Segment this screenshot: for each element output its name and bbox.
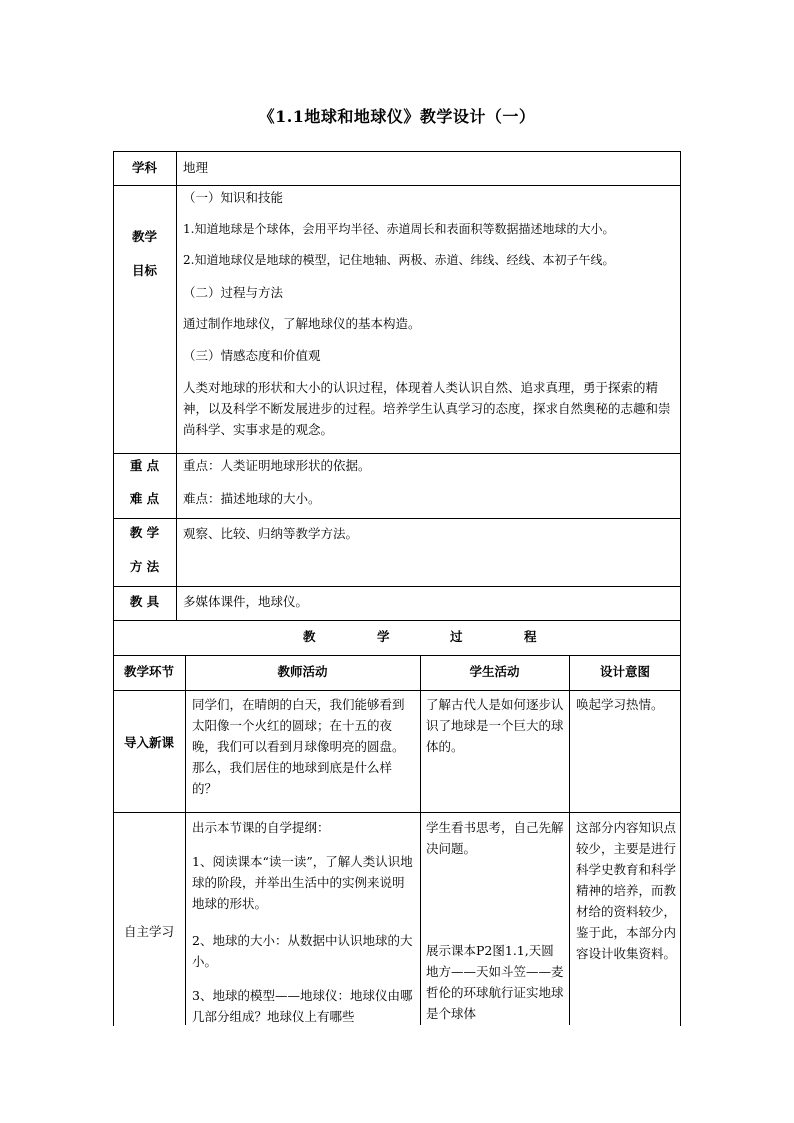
key-label: 重 点	[129, 458, 160, 473]
process-header-char: 学	[377, 629, 390, 644]
objective-para-3: 通过制作地球仪，了解地球仪的基本构造。	[183, 316, 421, 331]
table-row-teacher: 2、地球的大小：从数据中认识地球的大小。	[192, 933, 413, 969]
objective-heading-3: （三）情感态度和价值观	[183, 348, 321, 363]
objective-para-2: 2.知道地球仪是地球的模型，记住地轴、两极、赤道、纬线、经线、本初子午线。	[183, 253, 615, 267]
table-row-student: 展示课本P2图1.1,天圆地方——天如斗笠——麦哲伦的环球航行证实地球是个球体	[426, 943, 564, 1021]
key-value: 重点：人类证明地球形状的依据。	[183, 458, 371, 473]
table-row-student: 了解古代人是如何逐步认识了地球是一个巨大的球体的。	[426, 697, 564, 754]
method-label-1: 教 学	[129, 525, 160, 540]
table-row-teacher: 1、阅读课本“读一读”，了解人类认识地球的阶段，并举出生活中的实例来说明地球的形状。	[192, 854, 413, 911]
objective-heading-1: （一）知识和技能	[183, 190, 284, 205]
tools-label: 教 具	[129, 594, 160, 609]
subject-label: 学科	[131, 160, 157, 175]
table-row-student: 学生看书思考，自己先解决问题。	[426, 820, 564, 856]
process-header-char: 教	[303, 629, 316, 644]
table-row-intent: 这部分内容知识点较少，主要是进行科学史教育和科学精神的培养，而教材给的资料较少，鉴于此，本部分内容设计收集资料。	[576, 820, 677, 961]
objective-para-1: 1.知道地球是个球体，会用平均半径、赤道周长和表面积等数据描述地球的大小。	[183, 222, 615, 236]
process-header-char: 过	[450, 629, 463, 644]
objective-para-4: 人类对地球的形状和大小的认识过程，体现着人类认识自然、追求真理，勇于探索的精神，以及科学不断发展进步的过程。培养学生认真学习的态度，探求自然奥秘的志趣和崇尚科学、实事求是的观念。	[183, 380, 671, 437]
method-label-2: 方 法	[129, 559, 160, 574]
table-row-stage: 自主学习	[123, 924, 174, 939]
difficult-value: 难点：描述地球的大小。	[183, 491, 321, 506]
page-title: 《1.1地球和地球仪》教学设计（一）	[258, 107, 536, 126]
process-header-char: 程	[524, 629, 537, 644]
column-header-intent: 设计意图	[599, 664, 650, 679]
table-row-teacher: 3、地球的模型——地球仪：地球仪由哪几部分组成？地球仪上有哪些	[192, 988, 413, 1024]
objectives-label-2: 目标	[131, 263, 157, 278]
tools-value: 多媒体课件，地球仪。	[183, 594, 309, 609]
column-header-teacher: 教师活动	[277, 664, 328, 679]
table-row-teacher: 同学们，在晴朗的白天，我们能够看到太阳像一个火红的圆球；在十五的夜晚，我们可以看到月球像明亮的圆盘。那么，我们居住的地球到底是什么样的？	[192, 697, 405, 796]
objectives-label-1: 教学	[131, 229, 157, 244]
objective-heading-2: （二）过程与方法	[183, 285, 284, 300]
table-row-stage: 导入新课	[123, 735, 174, 750]
difficult-label: 难 点	[129, 491, 160, 506]
method-value: 观察、比较、归纳等教学方法。	[183, 526, 359, 541]
column-header-stage: 教学环节	[123, 664, 174, 679]
column-header-student: 学生活动	[469, 664, 520, 679]
table-row-intent: 唤起学习热情。	[576, 697, 664, 712]
subject-value: 地理	[183, 160, 209, 175]
process-header	[113, 626, 681, 647]
table-row-teacher: 出示本节课的自学提纲：	[192, 820, 330, 835]
